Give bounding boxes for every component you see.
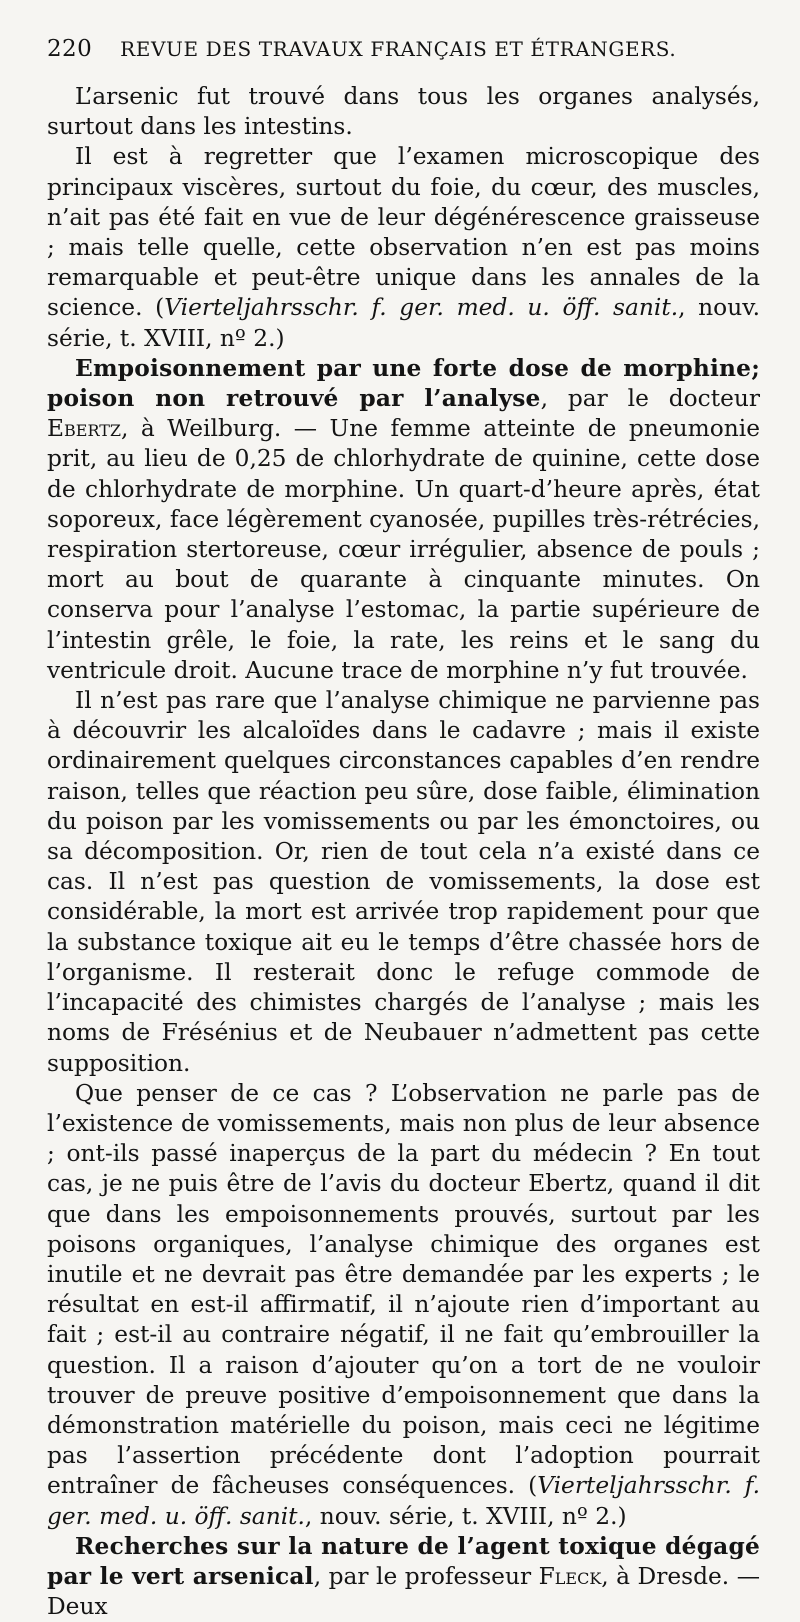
- paragraph-analysis-discussion: [47, 686, 760, 1079]
- byline: , par le docteur: [540, 385, 760, 413]
- running-header: [47, 36, 760, 82]
- page-number: 220: [47, 36, 93, 62]
- paragraph-text: L’arsenic fut trouvé dans tous les organes analysés, surtout dans les intestins.: [47, 83, 760, 141]
- journal-reference: Vierteljahrsschr. f. ger. med. u. öff. sanit.: [47, 1472, 760, 1530]
- byline: , par le professeur: [313, 1562, 539, 1590]
- article-arsenical-green: [47, 1532, 760, 1622]
- author-name: Ebertz: [47, 415, 121, 443]
- reference-details: , nouv. série, t. XVIII, nº 2.): [47, 294, 761, 352]
- reference-details: , nouv. série, t. XVIII, nº 2.): [304, 1502, 627, 1530]
- article-body: , à Dresde. — Deux: [47, 1562, 761, 1621]
- paragraph-text: Il n’est pas rare que l’analyse chimique ne parvienne pas à découvrir les alcaloïdes dans le cadavre ; mais il existe ordinairement quelques circonstances capables d’en rendre raison, telles que réaction peu sûre, dose faible, élimination du poison par les vomissements ou par les émonctoires, ou sa décomposition. Or, rien de tout cela n’a existé dans ce cas. Il n’est pas question de vomissements, la dose est considérable, la mort est arrivée trop rapidement pour que la substance toxique ait eu le temps d’être chassée hors de l’organisme. Il resterait donc le refuge commode de l’incapacité des chimistes chargés de l’analyse ; mais les noms de Frésénius et de Neubauer n’admettent pas cette supposition.: [47, 687, 760, 1077]
- article-body: , à Weilburg. — Une femme atteinte de pneumonie prit, au lieu de 0,25 de chlorhydrate de quinine, cette dose de chlorhydrate de morphine. Un quart-d’heure après, état soporeux, face légèrement cyanosée, pupilles très-rétrécies, respiration stertoreuse, cœur irrégulier, absence de pouls ; mort au bout de quarante à cinquante minutes. On conserva pour l’analyse l’estomac, la partie supérieure de l’intestin grêle, le foie, la rate, les reins et le sang du ventricule droit. Aucune trace de morphine n’y fut trouvée.: [47, 415, 760, 684]
- author-name: Fleck: [538, 1562, 602, 1590]
- running-title: REVUE DES TRAVAUX FRANÇAIS ET ÉTRANGERS.: [120, 37, 677, 61]
- paragraph-commentary: [47, 142, 760, 353]
- paragraph-arsenic-finding: [47, 82, 760, 142]
- paragraph-text: Il est à regretter que l’examen microscopique des principaux viscères, surtout du foie, du cœur, des muscles, n’ait pas été fait en vue de leur dégénérescence graisseuse ; mais telle quelle, cette observation n’en est pas moins remarquable et peut-être unique dans les annales de la science. (: [47, 143, 760, 322]
- paragraph-conclusion: [47, 1079, 760, 1532]
- article-title: Recherches sur la nature de l’agent toxique dégagé par le vert arsenical: [47, 1532, 760, 1590]
- article-morphine: [47, 354, 760, 686]
- journal-reference: Vierteljahrsschr. f. ger. med. u. öff. sanit.: [164, 294, 679, 322]
- paragraph-text: Que penser de ce cas ? L’observation ne parle pas de l’existence de vomissements, mais non plus de leur absence ; ont-ils passé inaperçus de la part du médecin ? En tout cas, je ne puis être de l’avis du docteur Ebertz, quand il dit que dans les empoisonnements prouvés, surtout par les poisons organiques, l’analyse chimique des organes est inutile et ne devrait pas être demandée par les experts ; le résultat en est-il affirmatif, il n’ajoute rien d’important au fait ; est-il au contraire négatif, il ne fait qu’embrouiller la question. Il a raison d’ajouter qu’on a tort de ne vouloir trouver de preuve positive d’empoisonnement que dans la démonstration matérielle du poison, mais ceci ne légitime pas l’assertion précédente dont l’adoption pourrait entraîner de fâcheuses conséquences. (: [47, 1079, 760, 1500]
- article-title: Empoisonnement par une forte dose de morphine; poison non retrouvé par l’analyse: [47, 354, 760, 413]
